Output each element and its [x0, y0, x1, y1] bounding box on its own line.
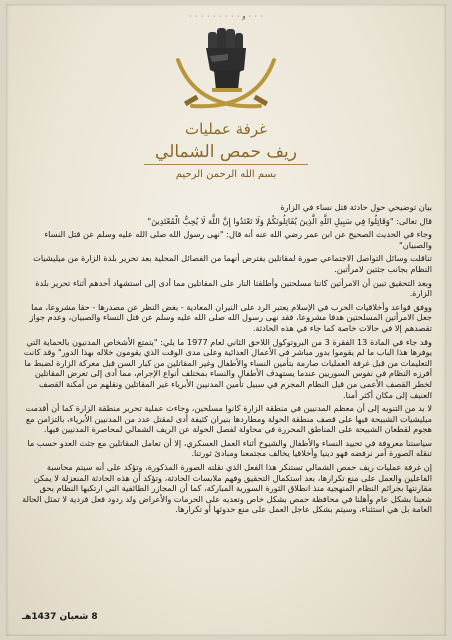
hadith-paragraph: وجاء في الحديث الصحيح عن ابن عمر رضي الله عنه أنه قال: "نهى رسول الله صلى الله عليه وسلم عن قتل النساء والصبيان"	[44, 229, 432, 250]
raised-fist-crossed-swords-emblem-icon	[168, 18, 284, 122]
paragraph: ووفق قواعد وأخلاقيات الحرب في الإسلام يعتبر الرد على النيران المعادية - بغض النظر عن مصدرها - حقا مشروعا، مما جعل الامرأتين المسلحتين هدفا مشروعا، فقد نهى رسول الله صلى الله عليه وسلم عن قتل النساء والصبيان، وعدم جواز تقصدهم إلا في حالات خاصة كما جاء في هذه الحادثة.	[29, 301, 432, 333]
paragraph: وقد جاء في المادة 13 الفقرة 3 من البروتوكول اللاحق الثاني لعام 1977 ما يلي: "يتمتع الأشخاص المدنيون بالحماية التي يوفرها هذا الباب ما لم يقوموا بدور مباشر في الأعمال العدائية وعلى مدى الوقت الذي يقومون خلاله بهذا الدور" وقد كانت التعليمات من قبل غرفة العمليات صارمة بتأمين النساء والأطفال وغير المقاتلين من كبار السن قبل معركة الزارة لضبط ما أفرزه النظام في نفوس السوريين عندما يستهدف الأطفال والنساء بمختلف أنواع الإجرام، مما أدى إلى تعرض المقاتلين لخطر القصف الأعمى من قبل النظام المجرم في سبيل تأمين المدنيين الأبرياء غير المقاتلين ونقلهم من أمكنة القصف العنيف إلى مكان أكثر أمنا.	[23, 336, 432, 400]
paragraph: سياستنا معروفة في تحييد النساء والأطفال والشيوخ أثناء العمل العسكري، إلا أن تعامل المقاتلين مع جثث العدو حسب ما تنقله الصورة أمر نرفضه فهو دينيا وأخلاقيا يخالف مجتمعنا ومبادئ ثورتنا.	[27, 437, 432, 459]
paragraph: لا بد من التنويه إلى أن معظم المدنيين في منطقة الزارة كانوا مسلحين، وجاءت عملية تحرير منطقة الزارة كما أن أقدمت ميليشيات الشبيحة فيها على قصف منطقة الحولة ومطاردها بنيران كثيفة أدى لمقتل عدد من المدنيين الأبرياء، بالتزامن مع هجوم لقطعان الشبيحة على المناطق المحررة في محاولة لفصل الحولة عن الريف الشمالي لمحاصرة المدنيين فيها.	[25, 403, 432, 435]
statement-body	[22, 202, 432, 582]
paragraph: وبعد التحقيق تبين أن الامرأتين كانتا مسلحتين وأطلقتا النار على المقاتلين مما أدى إلى استشهاد أحدهم أثناء تحرير بلدة الزارة.	[35, 277, 432, 299]
operations-room-title: غرفة عمليات	[185, 120, 267, 138]
paragraph: تناقلت وسائل التواصل الاجتماعي صورة لمقاتلين يفترض أنهما من الفصائل المحلية بعد تحرير بلدة الزارة من ميليشيات النظام بجانب جثتين لامرأتين.	[33, 253, 432, 274]
statement-date: 8 شعبان 1437هـ	[22, 612, 98, 622]
document-page	[6, 4, 446, 636]
letterhead	[6, 4, 446, 199]
paragraph: إن غرفة عمليات ريف حمص الشمالي تستنكر هذا الفعل الذي نقلته الصورة المذكورة، وتؤكد على أنه سيتم محاسبة الفاعلين والعمل على منع تكرارها، بعد استكمال التحقيق وفهم ملابسات الحادثة، وتؤكد أن هذه الحادثة المنعزلة لا يمكن مقارنتها بجرائم النظام المنهجية منذ انطلاق الثورة السورية المباركة، كما أن المجازر الطائفية التي ارتكبها النظام بحق شعبنا بشكل عام وأهلنا في محافظة حمص بشكل خاص وتعديه على الحرمات والأعراض ولد ردود فعل فردية لا تمثل الحالة العامة بل هي استثناء، وسيتم بشكل عاجل العمل على منع حدوثها أو تكرارها.	[22, 462, 432, 515]
basmala: بسم الله الرحمن الرحيم	[175, 169, 277, 180]
quran-verse: قال تعالى: "وَقَاتِلُوا فِي سَبِيلِ اللَّهِ الَّذِينَ يُقَاتِلُونَكُمْ وَلَا تَعْتَدُوا إِنَّ اللَّهَ لَا يُحِبُّ الْمُعْتَدِينَ"	[147, 215, 432, 226]
region-title: ريف حمص الشمالي	[155, 142, 297, 162]
emblem-arc-text: ٠ ٠ ٠ و ٠ ٠ ٠ ٠ ٠ ٠ ٠ ٠ ٠	[188, 12, 264, 20]
header-divider	[144, 164, 308, 165]
statement-heading: بيان توضيحي حول حادثة قتل نساء في الزارة	[280, 202, 432, 212]
